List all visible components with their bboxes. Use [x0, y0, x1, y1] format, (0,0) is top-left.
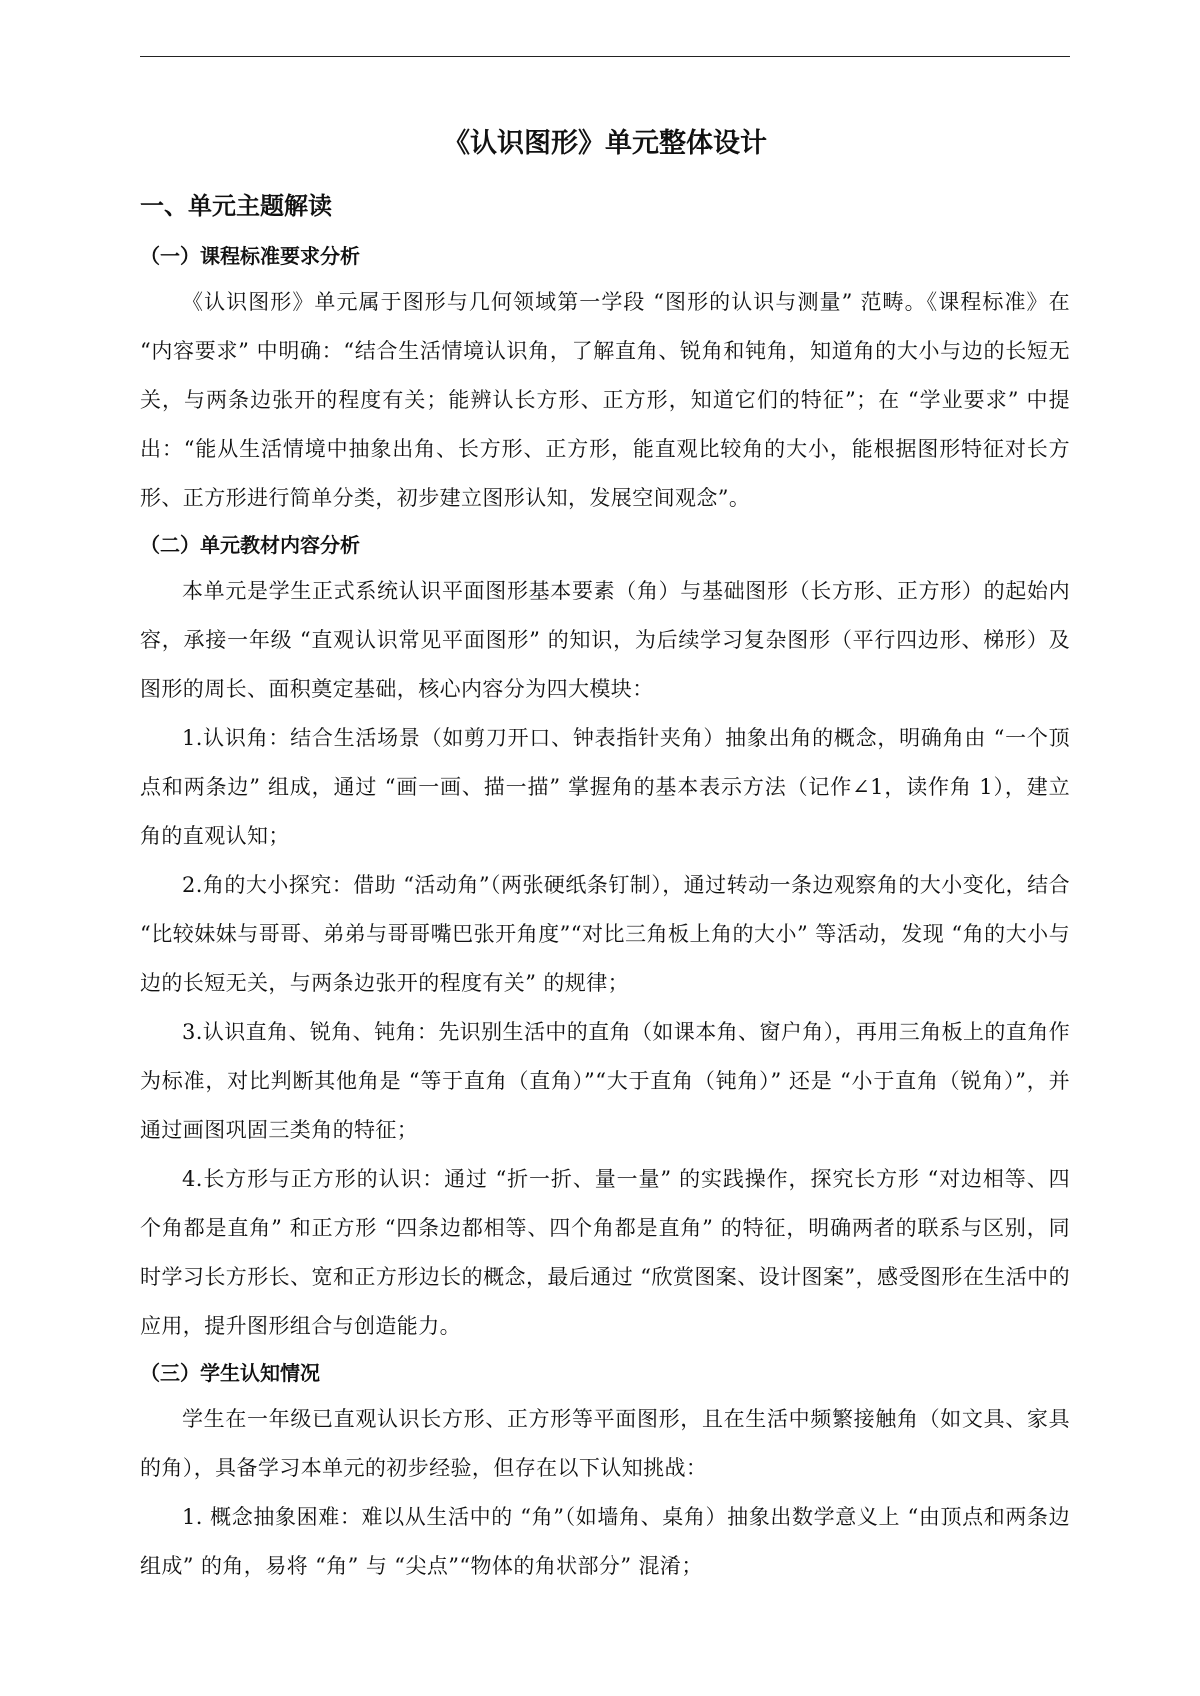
- header-rule: [140, 56, 1070, 57]
- document-title: 《认识图形》单元整体设计: [443, 128, 767, 159]
- paragraph: 1.认识角：结合生活场景（如剪刀开口、钟表指针夹角）抽象出角的概念，明确角由 “一个顶点和两条边” 组成，通过 “画一画、描一描” 掌握角的基本表示方法（记作∠1，读作角 1），建立角的直观认知；: [140, 726, 1070, 848]
- paragraph: 4.长方形与正方形的认识：通过 “折一折、量一量” 的实践操作，探究长方形 “对边相等、四个角都是直角” 和正方形 “四条边都相等、四个角都是直角” 的特征，明确两者的联系与区别，同时学习长方形长、宽和正方形边长的概念，最后通过 “欣赏图案、设计图案”，感受图形在生活中的应用，提升图形组合与创造能力。: [140, 1167, 1070, 1338]
- document-body: [140, 112, 1070, 1591]
- subsection-heading-3: （三）学生认知情况: [140, 1361, 320, 1385]
- section-heading-1: 一、单元主题解读: [140, 192, 332, 220]
- subsection-heading-1: （一）课程标准要求分析: [140, 244, 360, 268]
- paragraph: 2.角的大小探究：借助 “活动角”（两张硬纸条钉制），通过转动一条边观察角的大小变化，结合 “比较妹妹与哥哥、弟弟与哥哥嘴巴张开角度”“对比三角板上角的大小” 等活动，发现 “角的大小与边的长短无关，与两条边张开的程度有关” 的规律；: [140, 873, 1070, 995]
- paragraph: 3.认识直角、锐角、钝角：先识别生活中的直角（如课本角、窗户角），再用三角板上的直角作为标准，对比判断其他角是 “等于直角（直角）”“大于直角（钝角）” 还是 “小于直角（锐角）”，并通过画图巩固三类角的特征；: [140, 1020, 1070, 1142]
- paragraph: 学生在一年级已直观认识长方形、正方形等平面图形，且在生活中频繁接触角（如文具、家具的角），具备学习本单元的初步经验，但存在以下认知挑战：: [140, 1407, 1070, 1480]
- paragraph: 本单元是学生正式系统认识平面图形基本要素（角）与基础图形（长方形、正方形）的起始内容，承接一年级 “直观认识常见平面图形” 的知识，为后续学习复杂图形（平行四边形、梯形）及图形的周长、面积奠定基础，核心内容分为四大模块：: [140, 579, 1070, 701]
- subsection-heading-2: （二）单元教材内容分析: [140, 533, 360, 557]
- paragraph: 《认识图形》单元属于图形与几何领域第一学段 “图形的认识与测量” 范畴。《课程标准》在 “内容要求” 中明确：“结合生活情境认识角，了解直角、锐角和钝角，知道角的大小与边的长短无关，与两条边张开的程度有关；能辨认长方形、正方形，知道它们的特征”；在 “学业要求” 中提出：“能从生活情境中抽象出角、长方形、正方形，能直观比较角的大小，能根据图形特征对长方形、正方形进行简单分类，初步建立图形认知，发展空间观念”。: [140, 290, 1070, 510]
- paragraph: 1. 概念抽象困难：难以从生活中的 “角”（如墙角、桌角）抽象出数学意义上 “由顶点和两条边组成” 的角，易将 “角” 与 “尖点”“物体的角状部分” 混淆；: [140, 1505, 1070, 1578]
